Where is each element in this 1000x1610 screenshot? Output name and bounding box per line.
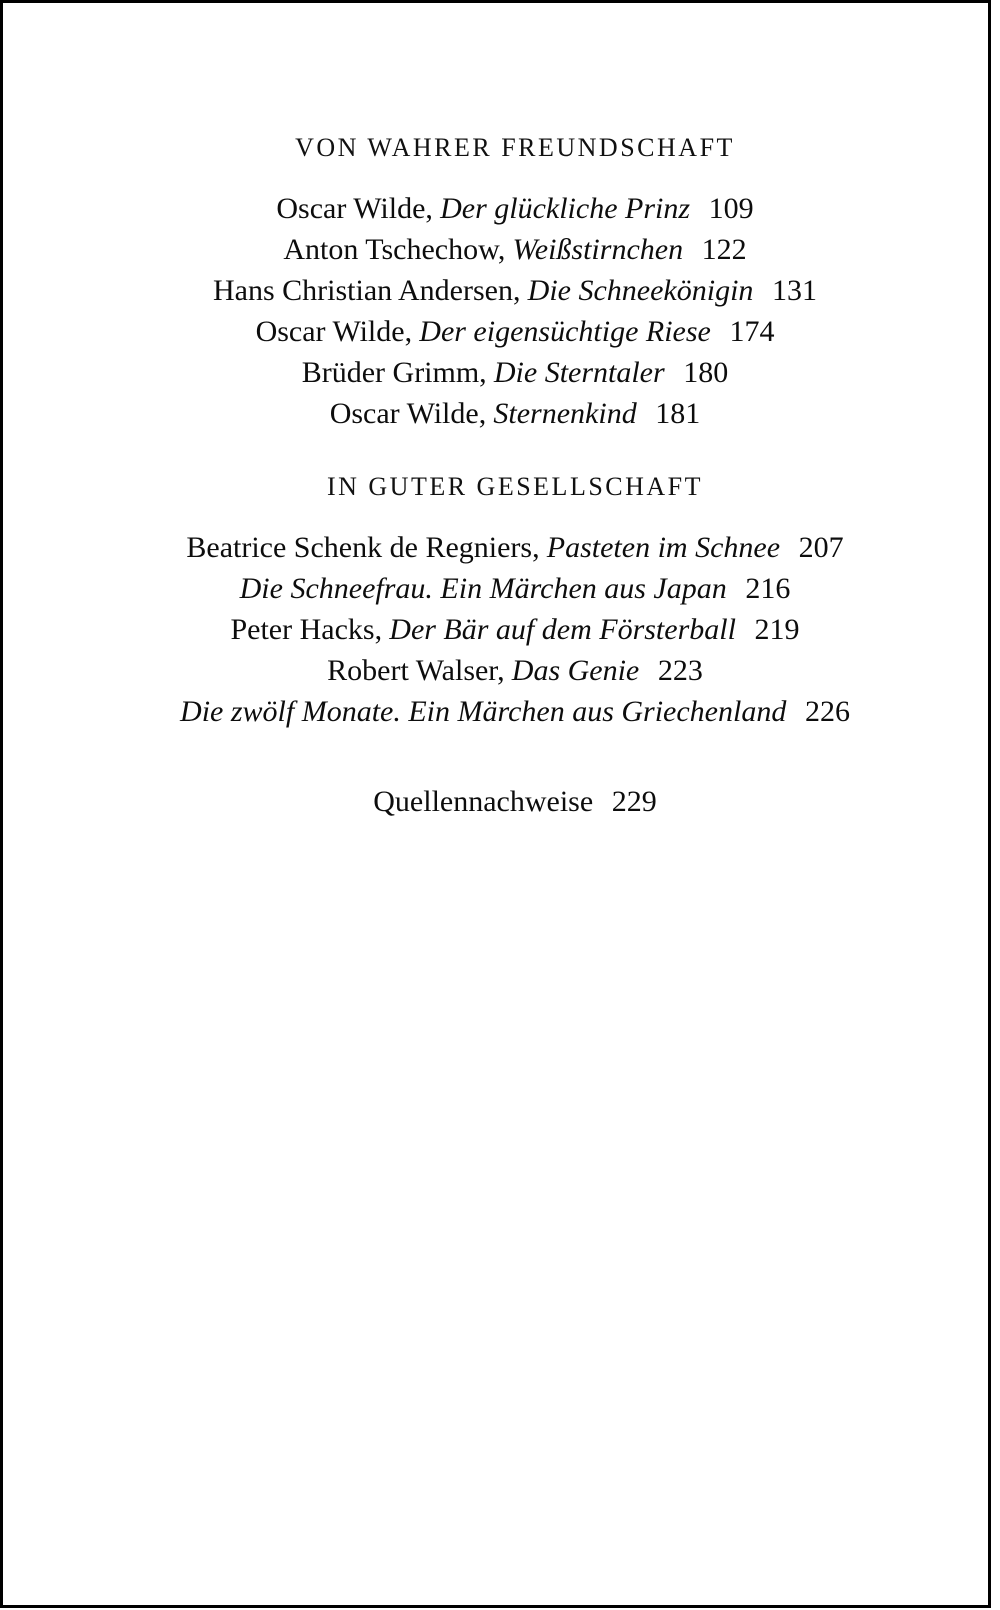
- toc-entry: [30, 311, 1000, 352]
- entry-title: Die zwölf Monate. Ein Märchen aus Griechenland: [180, 695, 787, 728]
- entry-page-number: 181: [655, 397, 701, 430]
- entry-title: Die Sterntaler: [493, 356, 665, 389]
- toc-entry: [30, 352, 1000, 393]
- entry-title: Das Genie: [511, 654, 640, 687]
- entry-page-number: 180: [683, 356, 729, 389]
- entry-title: Der glückliche Prinz: [440, 192, 691, 225]
- entry-title: Sternenkind: [493, 397, 637, 430]
- entry-title: Pasteten im Schnee: [546, 531, 781, 564]
- entry-page-number: 216: [745, 572, 791, 605]
- footer-label: Quellennachweise: [373, 785, 594, 818]
- entry-title: Die Schneekönigin: [527, 274, 754, 307]
- entry-page-number: 109: [708, 192, 754, 225]
- toc-entry-list-2: [30, 527, 1000, 732]
- entry-page-number: 207: [798, 531, 844, 564]
- section-heading-von-wahrer-freundschaft: VON WAHRER FREUNDSCHAFT: [295, 133, 735, 162]
- entry-author: Beatrice Schenk de Regniers,: [186, 531, 540, 564]
- entry-author: Hans Christian Andersen,: [213, 274, 521, 307]
- entry-page-number: 223: [657, 654, 703, 687]
- entry-page-number: 219: [754, 613, 800, 646]
- footer-page-number: 229: [611, 785, 657, 818]
- entry-title: Weißstirnchen: [512, 233, 684, 266]
- entry-author: Oscar Wilde,: [255, 315, 413, 348]
- toc-entry: [30, 270, 1000, 311]
- toc-entry: [30, 568, 1000, 609]
- entry-author: Peter Hacks,: [230, 613, 383, 646]
- entry-page-number: 174: [729, 315, 775, 348]
- toc-entry-list-1: [30, 188, 1000, 434]
- toc-entry: [30, 691, 1000, 732]
- toc-entry: [30, 609, 1000, 650]
- entry-author: Oscar Wilde,: [329, 397, 487, 430]
- entry-title: Der eigensüchtige Riese: [419, 315, 711, 348]
- entry-title: Die Schneefrau. Ein Märchen aus Japan: [239, 572, 727, 605]
- entry-page-number: 122: [701, 233, 747, 266]
- toc-entry: [30, 527, 1000, 568]
- toc-entry: [30, 393, 1000, 434]
- entry-author: Robert Walser,: [327, 654, 505, 687]
- section-heading-in-guter-gesellschaft: IN GUTER GESELLSCHAFT: [326, 472, 704, 501]
- entry-author: Anton Tschechow,: [283, 233, 506, 266]
- entry-title: Der Bär auf dem Försterball: [389, 613, 736, 646]
- entry-author: Brüder Grimm,: [301, 356, 487, 389]
- footer-entry: [30, 781, 1000, 822]
- entry-page-number: 131: [772, 274, 817, 307]
- toc-entry: [30, 188, 1000, 229]
- toc-entry: [30, 650, 1000, 691]
- entry-author: Oscar Wilde,: [276, 192, 433, 225]
- entry-page-number: 226: [804, 695, 850, 728]
- toc-entry: [30, 229, 1000, 270]
